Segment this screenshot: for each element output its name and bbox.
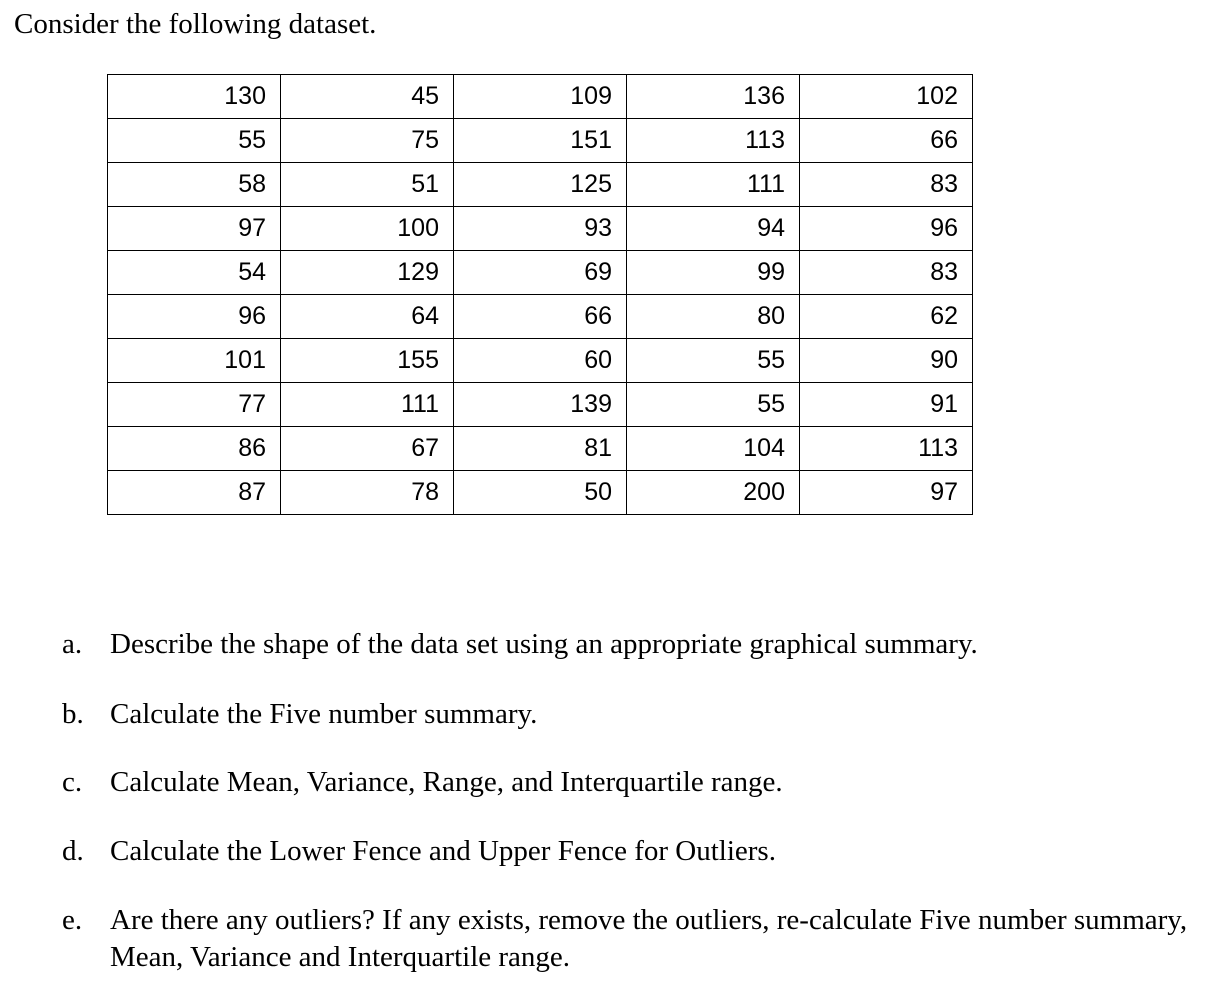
question-letter: a. — [62, 628, 83, 660]
table-cell: 97 — [800, 471, 973, 515]
table-cell: 66 — [454, 295, 627, 339]
table-cell: 51 — [281, 163, 454, 207]
table-cell: 93 — [454, 207, 627, 251]
question-text: Are there any outliers? If any exists, remove the outliers, re-calculate Five number summary, Mean, Variance and Interquartile range. — [110, 904, 1188, 973]
table-cell: 102 — [800, 75, 973, 119]
table-cell: 66 — [800, 119, 973, 163]
table-cell: 62 — [800, 295, 973, 339]
question-text: Calculate the Lower Fence and Upper Fence for Outliers. — [110, 835, 776, 867]
table-cell: 90 — [800, 339, 973, 383]
table-cell: 155 — [281, 339, 454, 383]
table-cell: 55 — [108, 119, 281, 163]
table-cell: 80 — [627, 295, 800, 339]
question-letter: d. — [62, 835, 84, 867]
table-cell: 58 — [108, 163, 281, 207]
table-cell: 97 — [108, 207, 281, 251]
table-row — [108, 427, 973, 471]
table-cell: 60 — [454, 339, 627, 383]
table-cell: 100 — [281, 207, 454, 251]
table-cell: 101 — [108, 339, 281, 383]
table-cell: 111 — [281, 383, 454, 427]
question-text: Describe the shape of the data set using an appropriate graphical summary. — [110, 628, 978, 660]
table-row — [108, 339, 973, 383]
table-row — [108, 295, 973, 339]
question-text: Calculate the Five number summary. — [110, 698, 538, 730]
table-cell: 99 — [627, 251, 800, 295]
dataset-table — [107, 74, 973, 515]
table-row — [108, 251, 973, 295]
dataset-table-body — [108, 75, 973, 515]
table-cell: 83 — [800, 163, 973, 207]
table-row — [108, 119, 973, 163]
table-cell: 75 — [281, 119, 454, 163]
table-row — [108, 163, 973, 207]
table-cell: 91 — [800, 383, 973, 427]
table-cell: 86 — [108, 427, 281, 471]
question-letter: e. — [62, 904, 83, 936]
table-cell: 96 — [800, 207, 973, 251]
table-cell: 125 — [454, 163, 627, 207]
table-row — [108, 207, 973, 251]
table-cell: 109 — [454, 75, 627, 119]
table-cell: 78 — [281, 471, 454, 515]
table-cell: 113 — [627, 119, 800, 163]
question-letter: b. — [62, 698, 84, 730]
table-cell: 45 — [281, 75, 454, 119]
table-cell: 129 — [281, 251, 454, 295]
table-row — [108, 471, 973, 515]
table-row — [108, 383, 973, 427]
table-cell: 55 — [627, 383, 800, 427]
table-row — [108, 75, 973, 119]
table-cell: 87 — [108, 471, 281, 515]
table-cell: 67 — [281, 427, 454, 471]
question-letter: c. — [62, 766, 83, 798]
table-cell: 81 — [454, 427, 627, 471]
table-cell: 104 — [627, 427, 800, 471]
table-cell: 130 — [108, 75, 281, 119]
table-cell: 64 — [281, 295, 454, 339]
table-cell: 55 — [627, 339, 800, 383]
table-cell: 113 — [800, 427, 973, 471]
table-cell: 77 — [108, 383, 281, 427]
table-cell: 96 — [108, 295, 281, 339]
table-cell: 111 — [627, 163, 800, 207]
table-cell: 69 — [454, 251, 627, 295]
table-cell: 200 — [627, 471, 800, 515]
table-cell: 151 — [454, 119, 627, 163]
table-cell: 83 — [800, 251, 973, 295]
table-cell: 136 — [627, 75, 800, 119]
table-cell: 54 — [108, 251, 281, 295]
intro-text: Consider the following dataset. — [14, 8, 377, 40]
table-cell: 50 — [454, 471, 627, 515]
question-text: Calculate Mean, Variance, Range, and Interquartile range. — [110, 766, 783, 798]
table-cell: 94 — [627, 207, 800, 251]
table-cell: 139 — [454, 383, 627, 427]
